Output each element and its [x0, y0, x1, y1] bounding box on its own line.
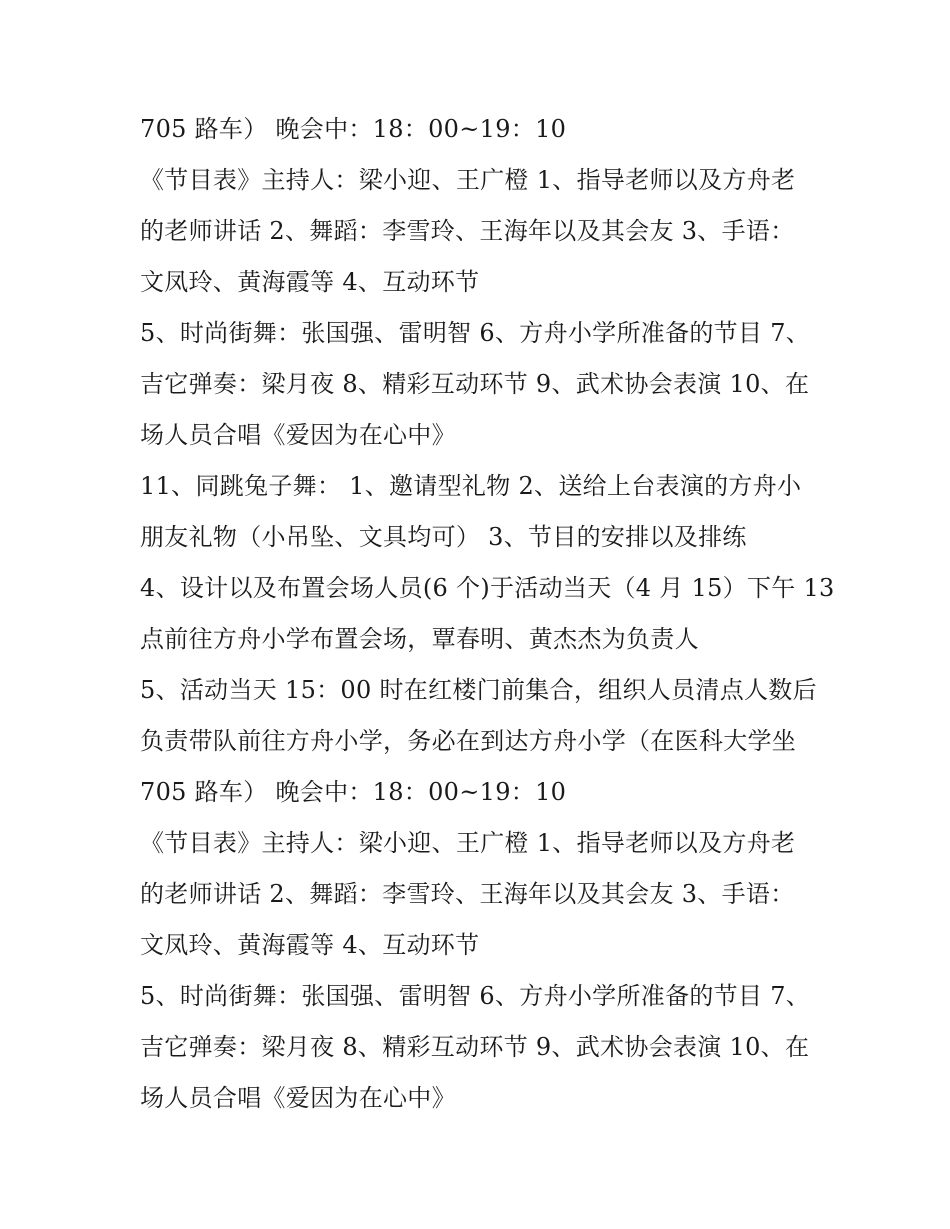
text-line: 朋友礼物（小吊坠、文具均可） 3、节目的安排以及排练	[140, 523, 747, 551]
text-line: 705 路车） 晚会中：18：00~19：10	[140, 115, 567, 143]
text-line: 《节目表》主持人：梁小迎、王广橙 1、指导老师以及方舟老	[140, 829, 796, 857]
text-line: 点前往方舟小学布置会场，覃春明、黄杰杰为负责人	[140, 625, 699, 653]
text-line: 5、时尚街舞：张国强、雷明智 6、方舟小学所准备的节目 7、	[140, 319, 811, 347]
text-line: 4、设计以及布置会场人员(6 个)于活动当天（4 月 15）下午 13	[140, 574, 835, 602]
text-line: 5、时尚街舞：张国强、雷明智 6、方舟小学所准备的节目 7、	[140, 982, 811, 1010]
text-line: 吉它弹奏：梁月夜 8、精彩互动环节 9、武术协会表演 10、在	[140, 1033, 810, 1061]
text-line: 《节目表》主持人：梁小迎、王广橙 1、指导老师以及方舟老	[140, 166, 796, 194]
text-line: 文凤玲、黄海霞等 4、互动环节	[140, 268, 480, 296]
text-line: 文凤玲、黄海霞等 4、互动环节	[140, 931, 480, 959]
document-body	[140, 104, 835, 1124]
text-line: 的老师讲话 2、舞蹈：李雪玲、王海年以及其会友 3、手语：	[140, 880, 795, 908]
text-line: 的老师讲话 2、舞蹈：李雪玲、王海年以及其会友 3、手语：	[140, 217, 795, 245]
text-line: 11、同跳兔子舞： 1、邀请型礼物 2、送给上台表演的方舟小	[140, 472, 802, 500]
text-line: 705 路车） 晚会中：18：00~19：10	[140, 778, 567, 806]
text-line: 5、活动当天 15：00 时在红楼门前集合，组织人员清点人数后	[140, 676, 817, 704]
text-line: 场人员合唱《爱因为在心中》	[140, 421, 456, 449]
text-line: 负责带队前往方舟小学，务必在到达方舟小学（在医科大学坐	[140, 727, 797, 755]
text-line: 场人员合唱《爱因为在心中》	[140, 1084, 456, 1112]
text-line: 吉它弹奏：梁月夜 8、精彩互动环节 9、武术协会表演 10、在	[140, 370, 810, 398]
